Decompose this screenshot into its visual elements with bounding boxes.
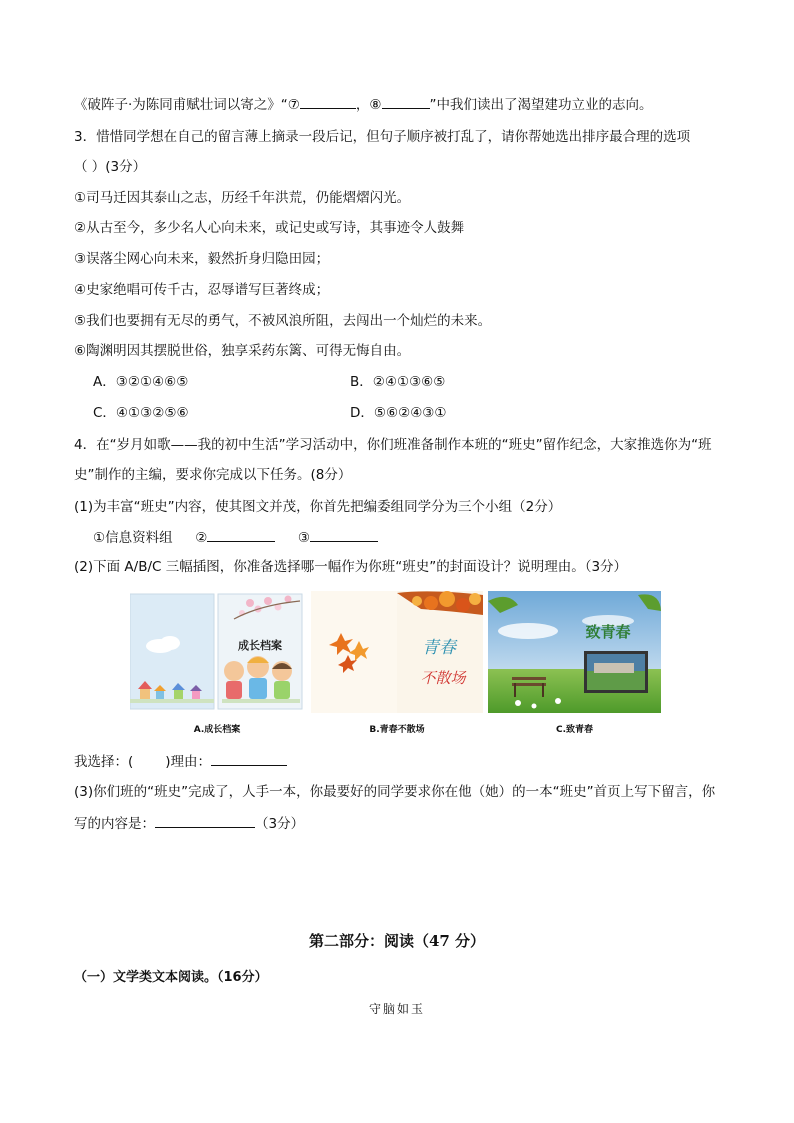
part-2-subtitle: （一）文学类文本阅读。（16分） [74,970,268,985]
image-c-title: 致青春 [585,623,631,641]
message-blank[interactable] [155,814,255,828]
option-a[interactable]: A．③②①④⑥⑤ [93,374,189,390]
cover-image-a[interactable] [130,591,304,713]
sentence-5: ⑤我们也要拥有无尽的勇气，不被风浪所阻，去闯出一个灿烂的未来。 [74,313,492,329]
question-4-3-line2: 写的内容是： （3分） [74,816,305,832]
story-title: 守脑如玉 [368,1002,425,1016]
choose-line: 我选择：( )理由： [74,752,287,771]
caption-a: A.成长档案 [193,725,241,735]
sentence-1: ①司马迁因其泰山之志，历经千年洪荒，仍能熠熠闪光。 [74,190,411,206]
reason-blank[interactable] [211,752,287,766]
question-4-line1: 4．在“岁月如歌——我的初中生活”学习活动中，你们班准备制作本班的“班史”留作纪念，大家推选你为“班 [74,437,712,453]
caption-c: C.致青春 [555,725,594,735]
cover-image-b[interactable] [311,591,483,713]
image-b-title-1: 青春 [422,638,456,658]
group-2-blank[interactable] [207,528,275,542]
group-3-blank[interactable] [310,528,378,542]
caption-b: B.青春不散场 [369,725,425,735]
question-4-2: (2)下面 A/B/C 三幅插图，你准备选择哪一幅作为你班“班史”的封面设计？说明理由。（3分） [74,559,628,575]
sentence-6: ⑥陶渊明因其摆脱世俗，独享采药东篱、可得无悔自由。 [74,343,411,359]
question-4-1-groups: ①信息资料组 ② ③ [93,528,378,547]
question-4-line2: 史”制作的主编，要求你完成以下任务。(8分） [74,467,352,483]
option-d[interactable]: D．⑤⑥②④③① [350,405,447,421]
sentence-3: ③误落尘网心向未来，毅然折身归隐田园； [74,251,330,267]
option-c[interactable]: C．④①③②⑤⑥ [93,405,189,421]
image-b-title-2: 不散场 [420,669,466,687]
sentence-2: ②从古至今，多少名人心向未来，或记史或写诗，其事迹令人鼓舞 [74,220,465,236]
blank-8[interactable] [382,95,430,109]
question-4-3-line1: (3)你们班的“班史”完成了，人手一本，你最要好的同学要求你在他（她）的一本“班史”首页上写下留言，你 [74,784,716,800]
poem-line: 《破阵子·为陈同甫赋壮词以寄之》“⑦ ，⑧ ”中我们读出了渴望建功立业的志向。 [74,97,653,113]
cover-image-c[interactable] [488,591,661,713]
part-2-title: 第二部分：阅读（47 分） [308,932,486,950]
image-a-title: 成长档案 [238,639,282,652]
option-b[interactable]: B．②④①③⑥⑤ [350,374,446,390]
question-4-1: (1)为丰富“班史”内容，使其图文并茂，你首先把编委组同学分为三个小组（2分） [74,499,562,515]
question-3: 3．惜惜同学想在自己的留言薄上摘录一段后记，但句子顺序被打乱了，请你帮她选出排序最合理的选项 [74,129,691,145]
question-3-score: （ ）(3分） [74,159,147,175]
sentence-4: ④史家绝唱可传千古，忍辱谱写巨著终成； [74,282,330,298]
blank-7[interactable] [300,95,356,109]
